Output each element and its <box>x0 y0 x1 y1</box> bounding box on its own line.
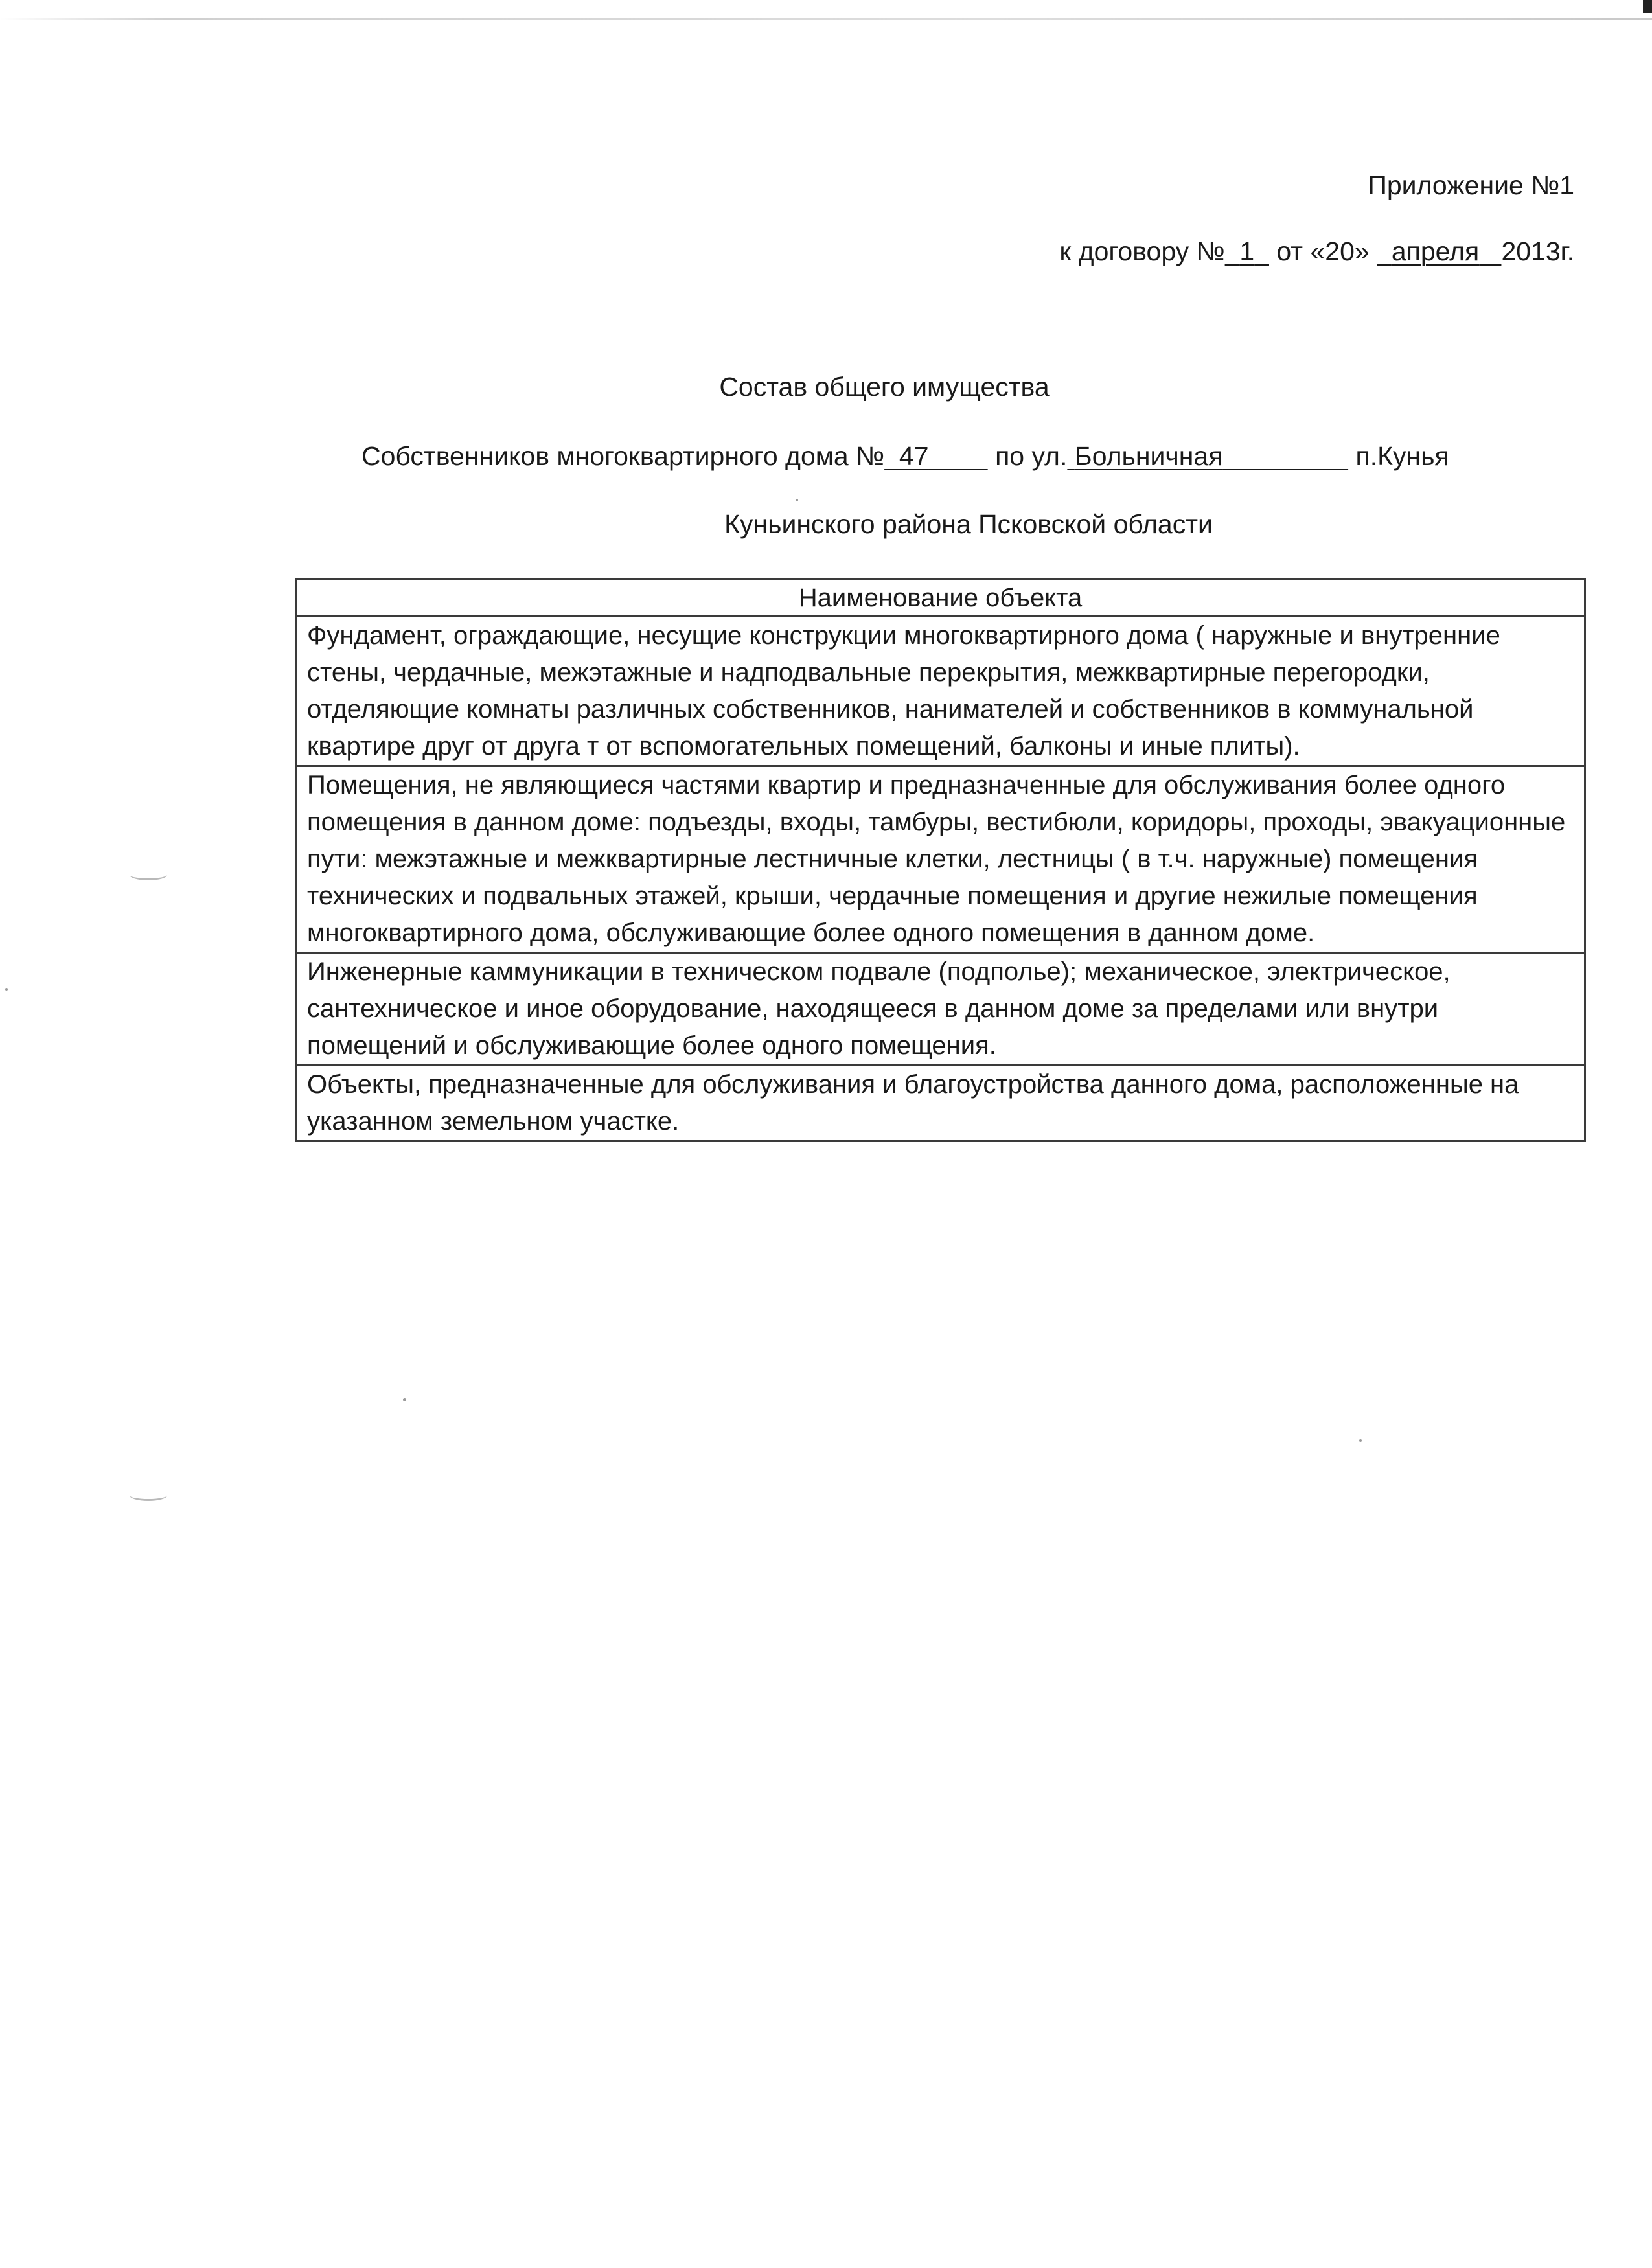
contract-month: апреля <box>1391 236 1480 266</box>
settlement: п.Кунья <box>1355 441 1449 471</box>
contract-number: 1 <box>1239 236 1255 266</box>
document-title: Состав общего имущества <box>719 372 1050 402</box>
contract-year: 2013г. <box>1501 236 1574 266</box>
street-name: Больничная <box>1074 441 1223 471</box>
contract-prefix: к договору № <box>1059 236 1225 266</box>
scan-speck <box>1359 1439 1362 1442</box>
common-property-table <box>295 578 1586 1142</box>
table-row <box>296 766 1585 953</box>
street-name-underlined <box>1067 441 1348 471</box>
house-number: 47 <box>899 441 929 471</box>
owners-line <box>361 441 1449 472</box>
table-row <box>296 953 1585 1066</box>
street-prefix: по ул. <box>995 441 1068 471</box>
table-cell-foundation: Фундамент, ограждающие, несущие конструкции многоквартирного дома ( наружные и внутренние стены, чердачные, межэтажные и надподвальные перекрытия, межквартирные перегородки, отделяющие комнаты различных собственников, нанимателей и собственников в коммунальной квартире друг от друга т от вспомогательных помещений, балконы и иные плиты). <box>296 617 1585 766</box>
scan-edge-top <box>0 18 1652 20</box>
scan-artifact-mark <box>130 1490 167 1501</box>
annex-title: Приложение №1 <box>1368 170 1574 200</box>
scan-speck <box>796 499 798 501</box>
table-cell-engineering: Инженерные каммуникации в техническом подвале (подполье); механическое, электрическое, сантехническое и иное оборудование, находящееся в данном доме за пределами или внутри помещений и обслуживающие более одного помещения. <box>296 953 1585 1066</box>
table-header-cell: Наименование объекта <box>296 580 1585 617</box>
owners-prefix: Собственников многоквартирного дома № <box>361 441 885 471</box>
scan-corner-mark <box>1643 0 1652 13</box>
table-header-row <box>296 580 1585 617</box>
table-row <box>296 1066 1585 1141</box>
contract-number-underlined <box>1225 236 1269 266</box>
house-number-underlined <box>884 441 988 471</box>
region-line: Куньинского района Псковской области <box>724 509 1213 539</box>
table-cell-premises: Помещения, не являющиеся частями квартир и предназначенные для обслуживания более одного помещения в данном доме: подъезды, входы, тамбуры, вестибюли, коридоры, проходы, эвакуационные пути: межэтажные и межквартирные лестничные клетки, лестницы ( в т.ч. наружные) помещения технических и подвальных этажей, крыши, чердачные помещения и другие нежилые помещения многоквартирного дома, обслуживающие более одного помещения в данном доме. <box>296 766 1585 953</box>
contract-reference <box>1059 236 1574 267</box>
scan-artifact-mark <box>130 869 167 880</box>
contract-month-underlined <box>1377 236 1501 266</box>
table-row <box>296 617 1585 766</box>
scan-speck <box>5 988 8 991</box>
table-cell-objects: Объекты, предназначенные для обслуживания и благоустройства данного дома, расположенные на указанном земельном участке. <box>296 1066 1585 1141</box>
scan-speck <box>403 1398 406 1401</box>
contract-date-day: от «20» <box>1276 236 1370 266</box>
